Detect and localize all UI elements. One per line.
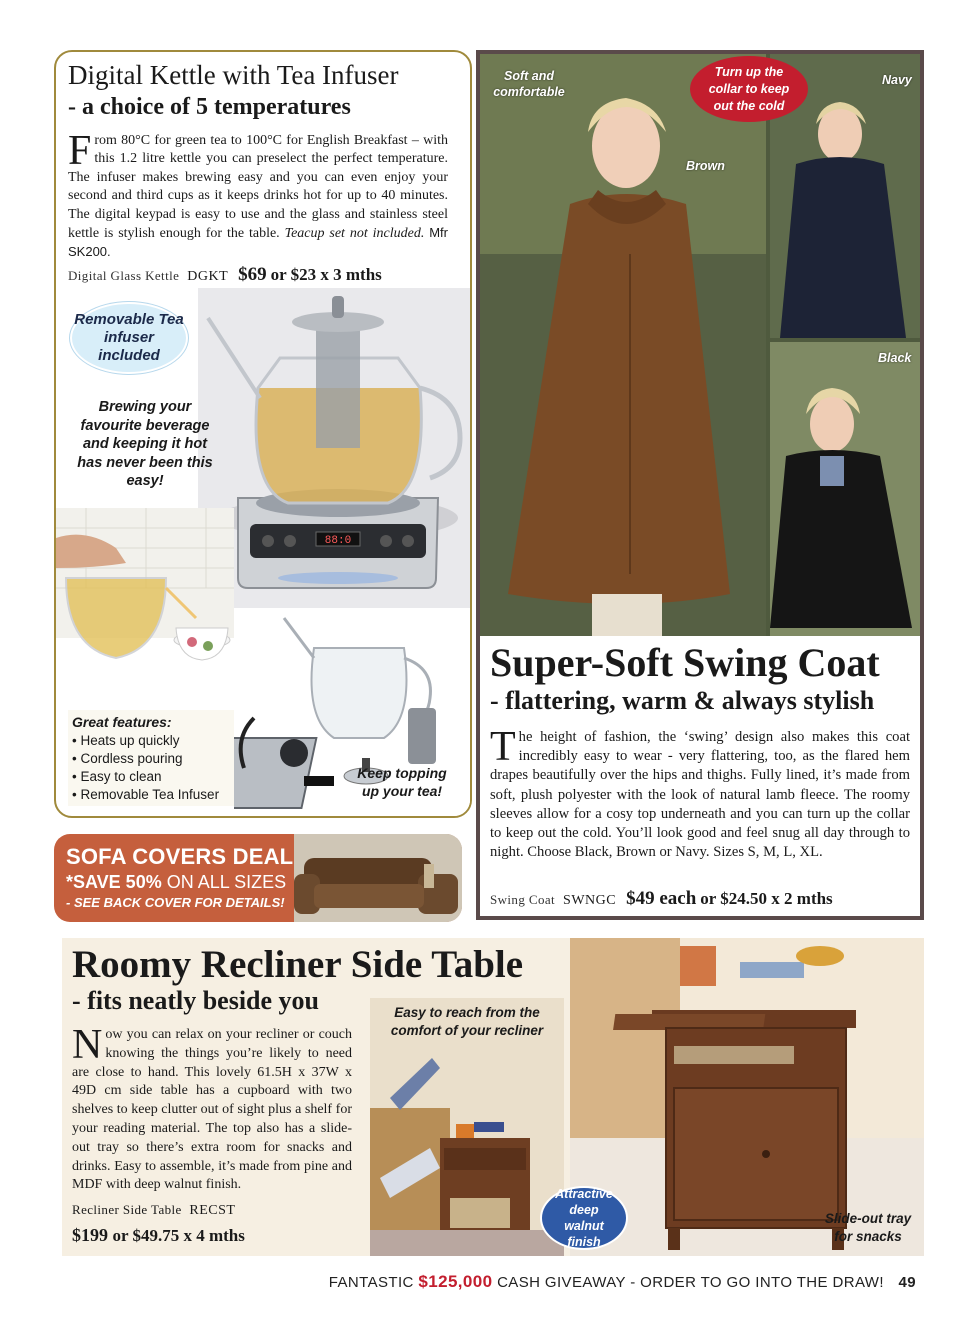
pouring-photo [56, 508, 234, 708]
kettle-body-text: rom 80°C for green tea to 100°C for English Breakfast – with this 1.2 litre kettle you can preselect the perfect temperature. The infuser makes brewing easy and you can even enjoy your second and third cups as it keeps drinks hot for up to 40 minutes. The digital keypad is easy to use and the glass and stainless steel kettle is stylish enough for the table. [68, 133, 448, 242]
kettle-mfr: Mfr SK200. [68, 225, 448, 260]
feature-item: • Heats up quickly [72, 732, 230, 750]
kettle-sku-label: Digital Glass Kettle [68, 268, 180, 283]
coat-subtitle: - flattering, warm & always stylish [490, 686, 875, 715]
recliner-price: $199 [72, 1225, 108, 1245]
features-list [68, 710, 234, 806]
kettle-photo [198, 288, 472, 608]
sofa-deal-offer [66, 872, 293, 893]
sofa-see-back: - SEE BACK COVER FOR DETAILS! [66, 895, 285, 910]
coat-photos [480, 54, 920, 636]
coat-title: Super-Soft Swing Coat [490, 640, 880, 685]
recliner-sku-code: RECST [189, 1203, 236, 1218]
collar-badge-text: Turn up the collar to keep out the cold [708, 64, 790, 113]
kettle-price-line [68, 264, 382, 286]
recliner-description [72, 1022, 352, 1195]
coat-illustration [480, 54, 920, 636]
brewing-callout: Brewing your favourite beverage and keeping it hot has never been this easy! [77, 399, 213, 490]
sofa-save-percent: *SAVE 50% [66, 872, 162, 892]
kettle-price: $69 [238, 264, 267, 285]
page-footer [329, 1272, 916, 1292]
pouring-illustration [56, 508, 234, 708]
feature-item: • Cordless pouring [72, 750, 230, 768]
recliner-price-terms: or $49.75 x 4 mths [112, 1226, 245, 1245]
coat-price-terms: or $24.50 x 2 mths [700, 889, 833, 908]
kettle-italic-note: Teacup set not included. [284, 226, 425, 242]
kettle-subtitle: - a choice of 5 temperatures [68, 94, 351, 120]
keep-topping-callout: Keep topping up your tea! [357, 765, 447, 799]
page-number: 49 [898, 1274, 916, 1291]
sofa-all-sizes: ON ALL SIZES [166, 872, 287, 892]
coat-description [490, 724, 910, 862]
kettle-price-terms: or $23 x 3 mths [270, 265, 382, 284]
label-black: Black [878, 351, 912, 365]
sofa-deal-heading: SOFA COVERS DEAL [66, 844, 294, 869]
coat-price-line [490, 888, 833, 910]
coat-sku-label: Swing Coat [490, 892, 556, 907]
label-soft-comfortable: Soft and comfortable [493, 69, 565, 99]
slide-out-callout: Slide-out tray for snacks [824, 1211, 912, 1244]
sofa-photo [294, 834, 462, 922]
coat-panel [476, 50, 924, 920]
kettle-illustration [198, 288, 472, 608]
features-items [72, 732, 230, 804]
kettle-dropcap: F [68, 128, 92, 174]
easy-reach-callout: Easy to reach from the comfort of your recliner [390, 1005, 544, 1038]
kettle-title: Digital Kettle with Tea Infuser [68, 60, 399, 90]
walnut-badge-text: Attractive deep walnut finish [555, 1187, 613, 1249]
feature-item: • Removable Tea Infuser [72, 786, 230, 804]
recliner-title: Roomy Recliner Side Table [72, 943, 524, 986]
recliner-sku-label: Recliner Side Table [72, 1202, 182, 1217]
recliner-subtitle: - fits neatly beside you [72, 986, 319, 1015]
recliner-dropcap: N [72, 1022, 103, 1068]
recliner-panel [62, 938, 924, 1256]
footer-suffix: CASH GIVEAWAY - ORDER TO GO INTO THE DRAW! [497, 1274, 884, 1291]
kettle-description [68, 128, 448, 263]
coat-body-text: he height of fashion, the ‘swing’ design also makes this coat incredibly easy to wear - very flattering, too, as the flared hem drapes beautifully over the hips and thighs. Fully lined, it’s made from soft, plush polyester with the look of natural lamb fleece. The roomy sleeves allow for a cosy top underneath and you can turn up the collar to keep out the cold. You’ll look good and feel snug all day through to night. Choose Black, Brown or Navy. Sizes S, M, L, XL. [490, 729, 910, 861]
sofa-banner-text [66, 844, 293, 910]
sofa-covers-banner[interactable] [54, 834, 462, 922]
label-navy: Navy [882, 73, 912, 87]
collar-badge [690, 56, 808, 122]
recliner-price-block [72, 1202, 245, 1246]
footer-giveaway-amount: $125,000 [418, 1272, 493, 1291]
feature-item: • Easy to clean [72, 768, 230, 786]
sofa-illustration [294, 834, 462, 922]
walnut-badge [540, 1186, 628, 1250]
features-title: Great features: [72, 714, 172, 730]
kettle-panel [54, 50, 472, 818]
recliner-body-text: ow you can relax on your recliner or couch knowing the things you’re likely to need are close to hand. This lovely 61.5H x 37W x 49D cm side table has a cupboard with two shelves to keep clutter out of sight plus a shelf for your reading material. The top also has a slide-out tray so there’s extra room for snacks and drinks. Easy to assemble, it’s made from pine and MDF with deep walnut finish. [72, 1027, 352, 1193]
recliner-sku-row [72, 1202, 245, 1219]
footer-prefix: FANTASTIC [328, 1274, 414, 1291]
infuser-bubble [70, 302, 188, 374]
coat-price: $49 each [626, 888, 697, 909]
kettle-display: 88:0 [324, 535, 352, 547]
kettle-sku-code: DGKT [187, 269, 229, 284]
coat-dropcap: T [490, 724, 516, 770]
coat-sku-code: SWNGC [563, 893, 617, 908]
recliner-price-row [72, 1225, 245, 1246]
label-brown: Brown [686, 159, 725, 173]
infuser-bubble-text: Removable Tea infuser included [74, 311, 184, 364]
